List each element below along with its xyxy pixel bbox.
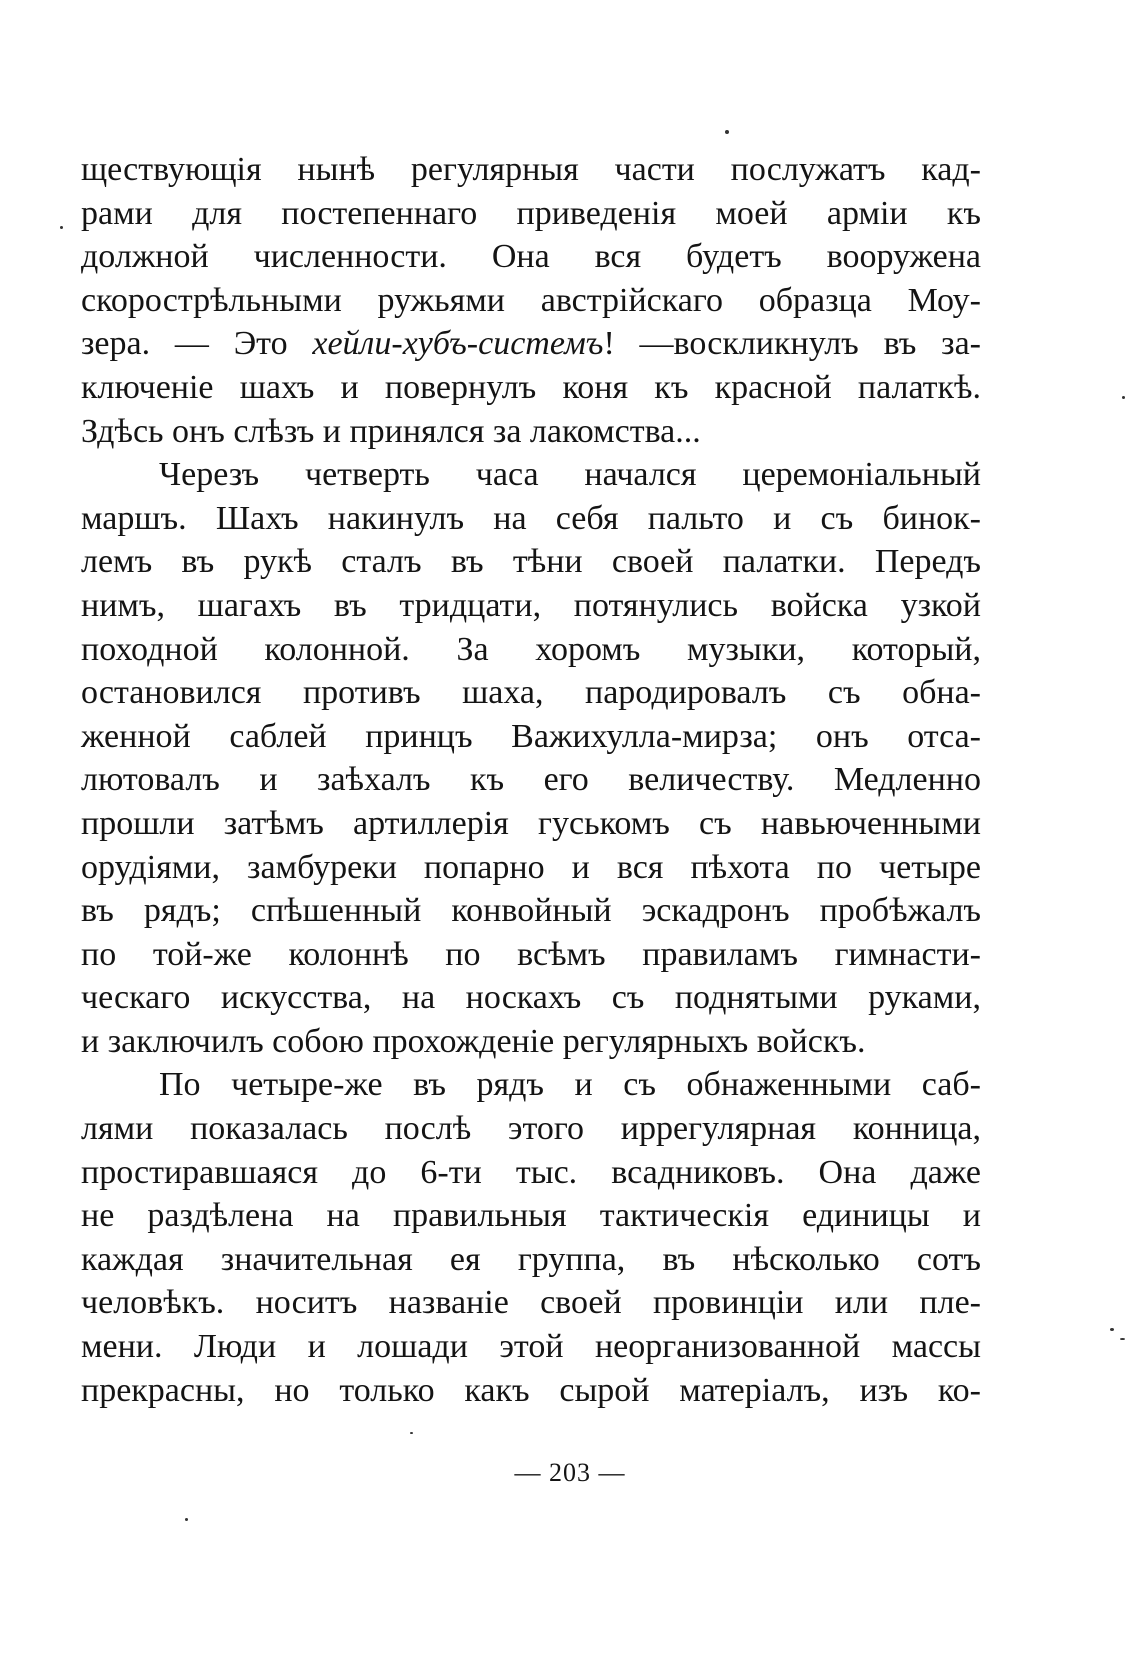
text-line: орудіями, замбуреки попарно и вся пѣхота по четыре — [81, 848, 981, 886]
body-text — [81, 148, 981, 1412]
text-line: лями показалась послѣ этого иррегулярная конница, — [81, 1110, 981, 1148]
text-line: и заключилъ собою прохожденіе регулярныхъ войскъ. — [81, 1022, 866, 1060]
text-line: Черезъ четверть часа начался церемоніальный — [159, 456, 981, 494]
text-line: каждая значительная ея группа, въ нѣсколько сотъ — [81, 1240, 981, 1278]
scan-speck — [410, 1432, 413, 1434]
scan-speck — [1120, 1338, 1125, 1340]
scan-speck — [1122, 396, 1125, 399]
text-line: рами для постепеннаго приведенія моей арміи къ — [81, 194, 981, 232]
text-line: не раздѣлена на правильныя тактическія единицы и — [81, 1197, 981, 1235]
text-line: нимъ, шагахъ въ тридцати, потянулись войска узкой — [81, 586, 981, 624]
text-line: въ рядъ; спѣшенный конвойный эскадронъ пробѣжалъ — [81, 892, 981, 930]
text-line: скорострѣльными ружьями австрійскаго образца Моу- — [81, 281, 981, 319]
text-line: по той-же колоннѣ по всѣмъ правиламъ гимнасти- — [81, 935, 981, 973]
text-line: мени. Люди и лошади этой неорганизованной массы — [81, 1328, 981, 1366]
text-line: прекрасны, но только какъ сырой матеріалъ, изъ ко- — [81, 1371, 981, 1409]
scan-speck — [185, 1518, 188, 1521]
text-line: лемъ въ рукѣ сталъ въ тѣни своей палатки. Передъ — [81, 543, 981, 581]
text-line: Здѣсь онъ слѣзъ и принялся за лакомства... — [81, 412, 701, 450]
text-line: человѣкъ. носитъ названіе своей провинціи или пле- — [81, 1284, 981, 1322]
scan-speck — [60, 226, 63, 229]
text-line: лютовалъ и заѣхалъ къ его величеству. Медленно — [81, 761, 981, 799]
italic-term: хейли-хубъ-системъ — [312, 325, 604, 363]
text-line: ключеніе шахъ и повернулъ коня къ красной палаткѣ. — [81, 368, 981, 406]
text-line: походной колонной. За хоромъ музыки, который, — [81, 630, 981, 668]
text-line: должной численности. Она вся будетъ вооружена — [81, 238, 981, 276]
text-line: остановился противъ шаха, пародировалъ съ обна- — [81, 674, 981, 712]
text-line: прошли затѣмъ артиллерія гуськомъ съ навьюченными — [81, 804, 981, 842]
text-segment: зера. — Это — [81, 325, 313, 363]
scan-speck — [725, 130, 729, 134]
text-line: женной саблей принцъ Важихулла-мирза; онъ отса- — [81, 717, 981, 755]
text-line: ческаго искусства, на носкахъ съ поднятыми руками, — [81, 979, 981, 1017]
text-line: маршъ. Шахъ накинулъ на себя пальто и съ бинок- — [81, 499, 981, 537]
text-line: ществующія нынѣ регулярныя части послужатъ кад- — [81, 151, 981, 188]
page-number: — 203 — — [514, 1458, 626, 1487]
text-segment: ! —воскликнулъ въ за- — [603, 325, 981, 363]
scan-speck — [1110, 1328, 1114, 1331]
text-line — [81, 322, 981, 366]
text-line: По четыре-же въ рядъ и съ обнаженными саб- — [159, 1066, 981, 1104]
text-line: простиравшаяся до 6-ти тыс. всадниковъ. Она даже — [81, 1153, 981, 1191]
